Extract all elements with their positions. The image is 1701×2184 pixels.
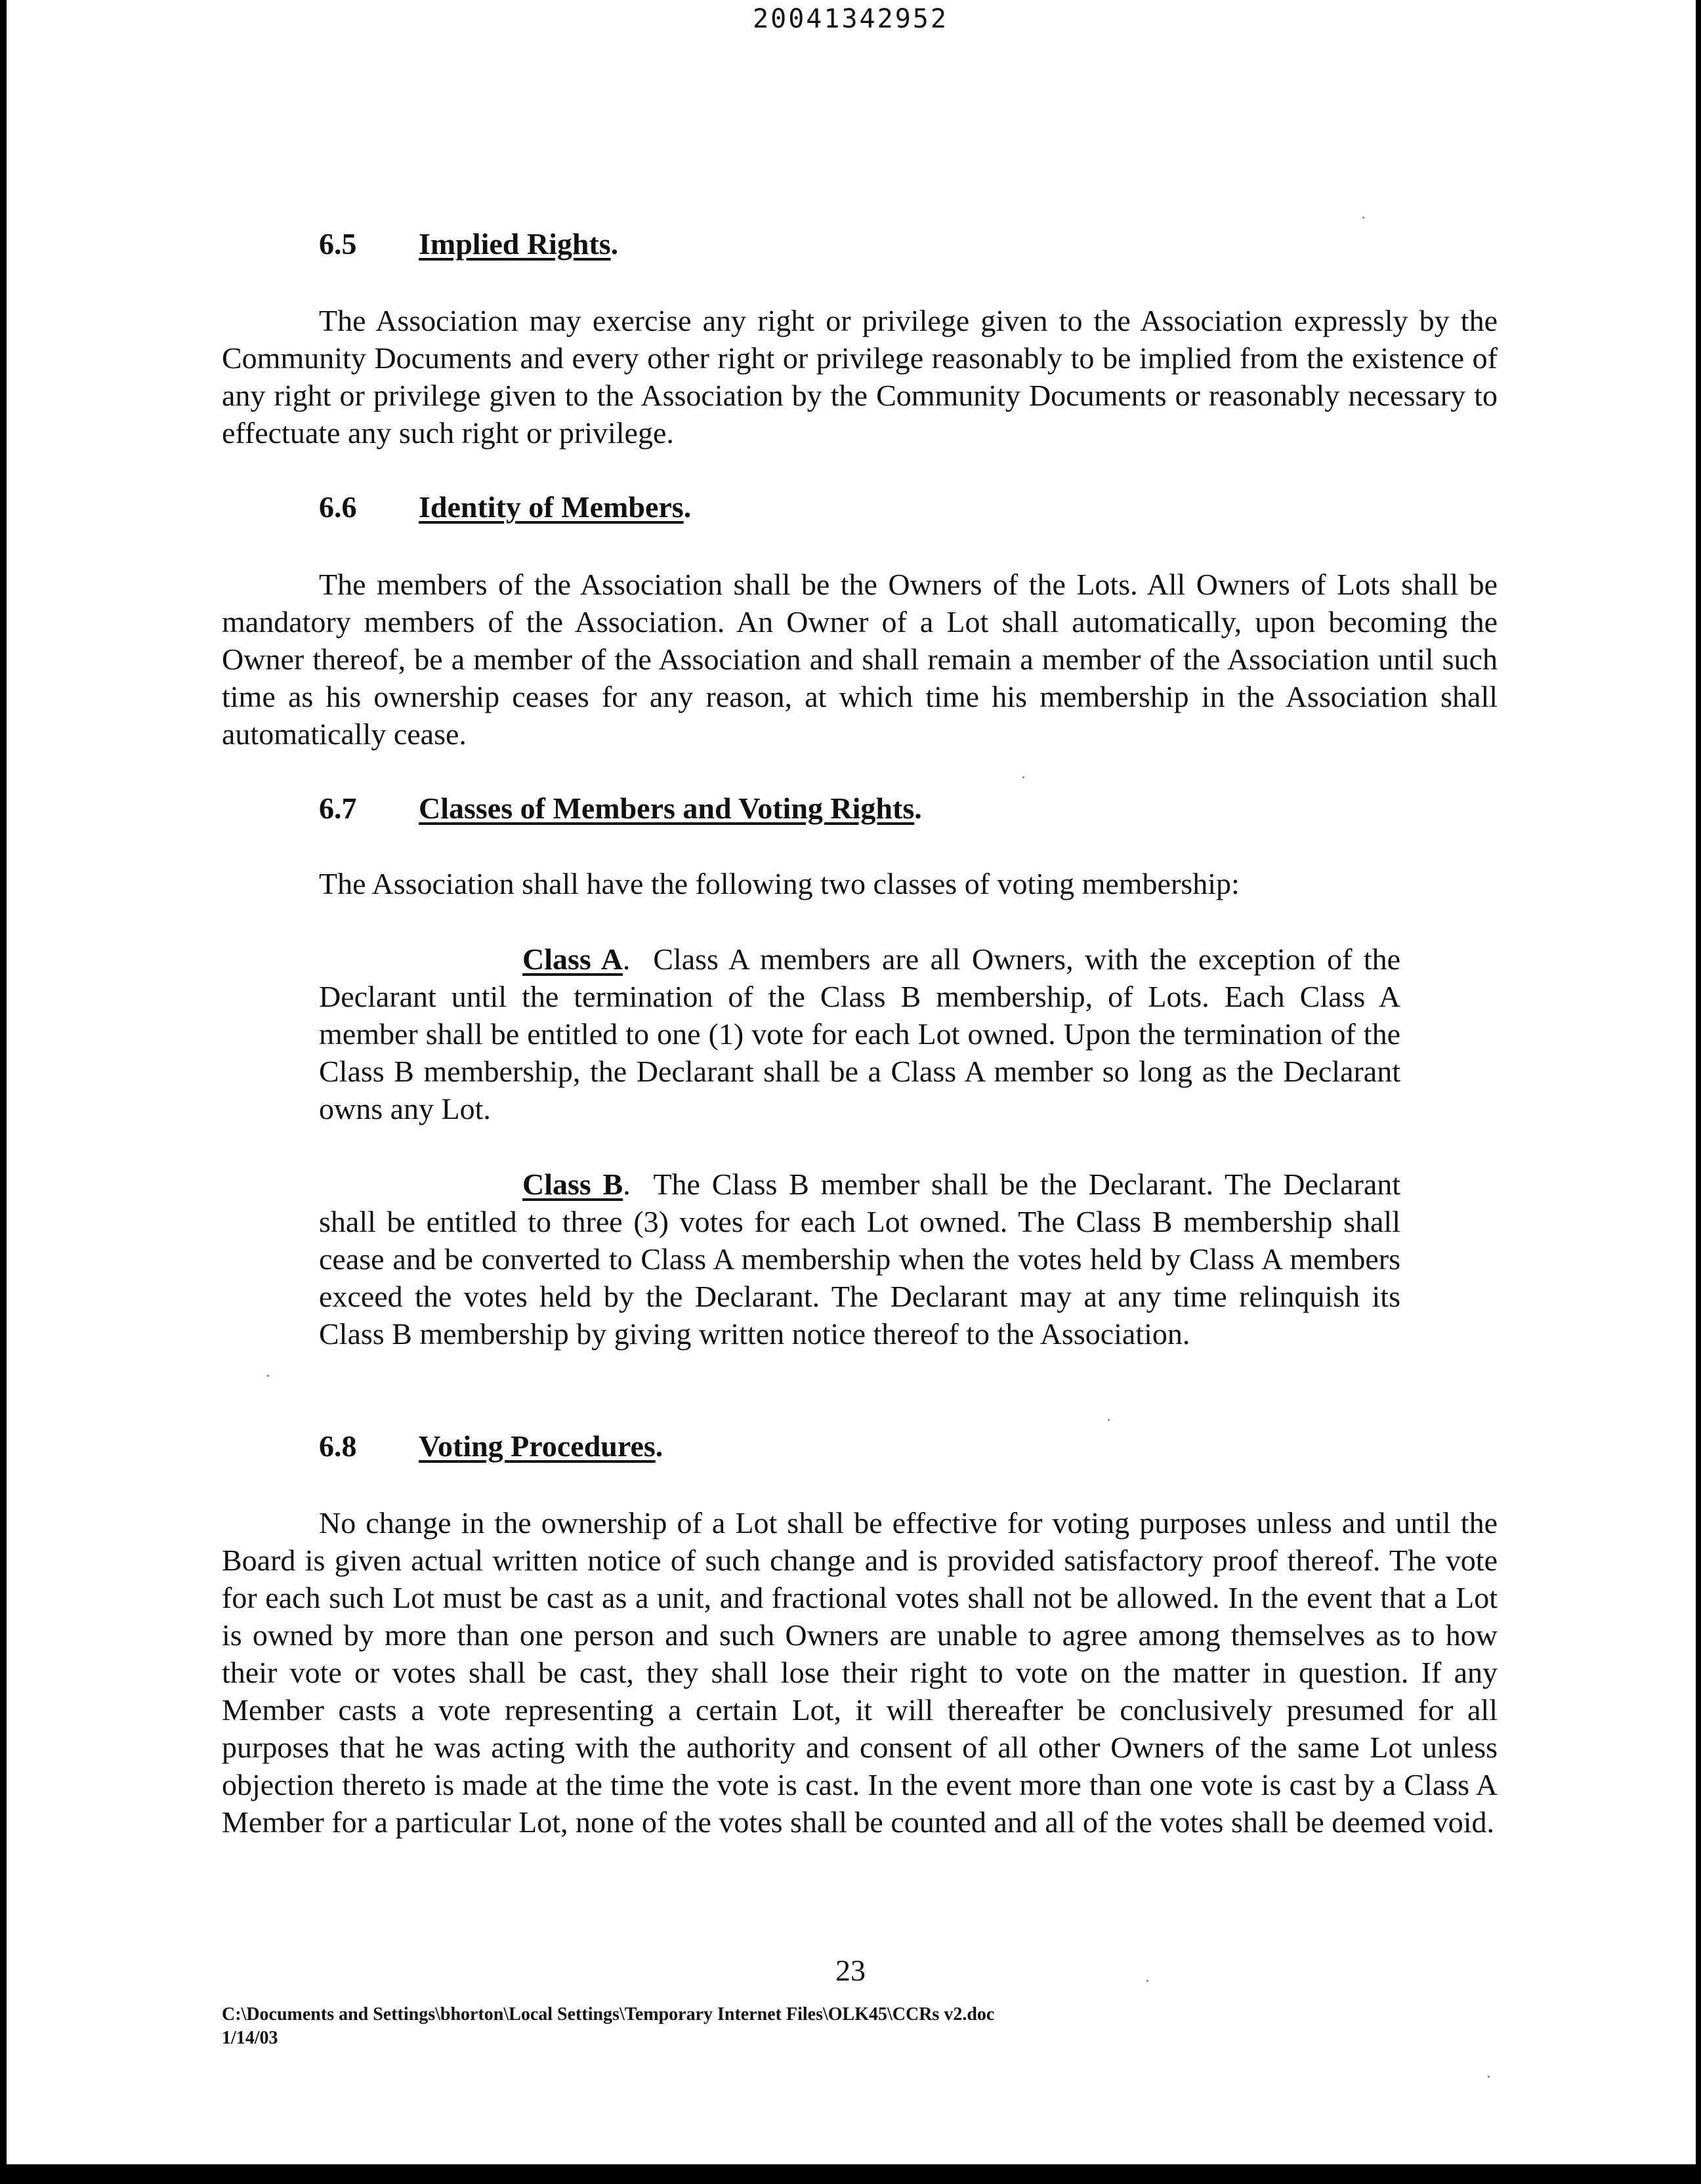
footer-date: 1/14/03 — [222, 2028, 278, 2048]
heading-period: . — [655, 1429, 663, 1463]
heading-period: . — [610, 227, 619, 261]
document-id: 20041342952 — [753, 4, 948, 34]
section-title: Classes of Members and Voting Rights — [419, 791, 915, 825]
section-heading-6-5 — [319, 226, 618, 261]
class-a-text: Class A members are all Owners, with the exception of the Declarant until the termination of the Class B membership, of Lots. Each Class A member shall be entitled to one (1) vote for each Lot owned. Upon the termination of the Class B membership, the Declarant shall be a Class A member so long as the Declarant owns any Lot. — [319, 942, 1401, 1125]
section-heading-6-6 — [319, 490, 691, 524]
heading-period: . — [683, 490, 692, 524]
section-6-6-paragraph: The members of the Association shall be the Owners of the Lots. All Owners of Lots shall be mandatory members of the Association. An Owner of a Lot shall automatically, upon becoming the Owner thereof, be a member of the Association and shall remain a member of the Association until such time as his ownership ceases for any reason, at which time his membership in the Association shall automatically cease. — [222, 568, 1498, 751]
section-6-8-paragraph: No change in the ownership of a Lot shall be effective for voting purposes unless and until the Board is given actual written notice of such change and is provided satisfactory proof thereof. The vote for each such Lot must be cast as a unit, and fractional votes shall not be allowed. In the event that a Lot is owned by more than one person and such Owners are unable to agree among themselves as to how their vote or votes shall be cast, they shall lose their right to vote on the matter in question. If any Member casts a vote representing a certain Lot, it will thereafter be conclusively presumed for all purposes that he was acting with the authority and consent of all other Owners of the same Lot unless objection thereto is made at the time the vote is cast. In the event more than one vote is cast by a Class A Member for a particular Lot, none of the votes shall be counted and all of the votes shall be deemed void. — [222, 1506, 1498, 1839]
scan-speck — [1362, 217, 1364, 219]
class-b-paragraph — [319, 1166, 1400, 1353]
section-number: 6.5 — [319, 227, 357, 261]
scan-speck — [1146, 1980, 1148, 1982]
class-b-text: The Class B member shall be the Declarant. The Declarant shall be entitled to three (3) votes for each Lot owned. The Class B membership shall cease and be converted to Class A membership when the votes held by Class A members exceed the votes held by the Declarant. The Declarant may at any time relinquish its Class B membership by giving written notice thereof to the Association. — [319, 1167, 1401, 1351]
scan-speck — [1022, 776, 1024, 778]
scan-border-right — [1696, 0, 1701, 2184]
section-6-7-intro: The Association shall have the following two classes of voting membership: — [319, 867, 1240, 900]
scan-speck — [267, 1375, 269, 1377]
label-period: . — [622, 942, 631, 976]
class-b-label: Class B — [522, 1167, 623, 1201]
scan-border-bottom — [0, 2164, 1701, 2184]
section-title: Voting Procedures — [419, 1429, 656, 1463]
scan-border-left — [0, 0, 7, 2184]
scan-speck — [1488, 2076, 1490, 2078]
scan-speck — [1108, 1419, 1110, 1421]
heading-period: . — [914, 791, 922, 825]
class-a-paragraph — [319, 940, 1400, 1127]
section-number: 6.7 — [319, 791, 357, 825]
section-heading-6-7 — [319, 791, 922, 826]
label-period: . — [623, 1167, 631, 1201]
section-number: 6.8 — [319, 1429, 357, 1463]
section-number: 6.6 — [319, 490, 357, 524]
section-title: Implied Rights — [419, 227, 611, 261]
section-heading-6-8 — [319, 1429, 663, 1463]
section-title: Identity of Members — [419, 490, 684, 524]
section-6-5-paragraph: The Association may exercise any right or privilege given to the Association expressly by the Community Documents and every other right or privilege reasonably to be implied from the existence of any right or privilege given to the Association by the Community Documents or reasonably necessary to effectuate any such right or privilege. — [222, 304, 1498, 450]
page-number: 23 — [835, 1954, 866, 1987]
class-a-label: Class A — [522, 942, 623, 976]
footer-file-path: C:\Documents and Settings\bhorton\Local Settings\Temporary Internet Files\OLK45\CCRs v2.doc — [222, 2004, 995, 2025]
